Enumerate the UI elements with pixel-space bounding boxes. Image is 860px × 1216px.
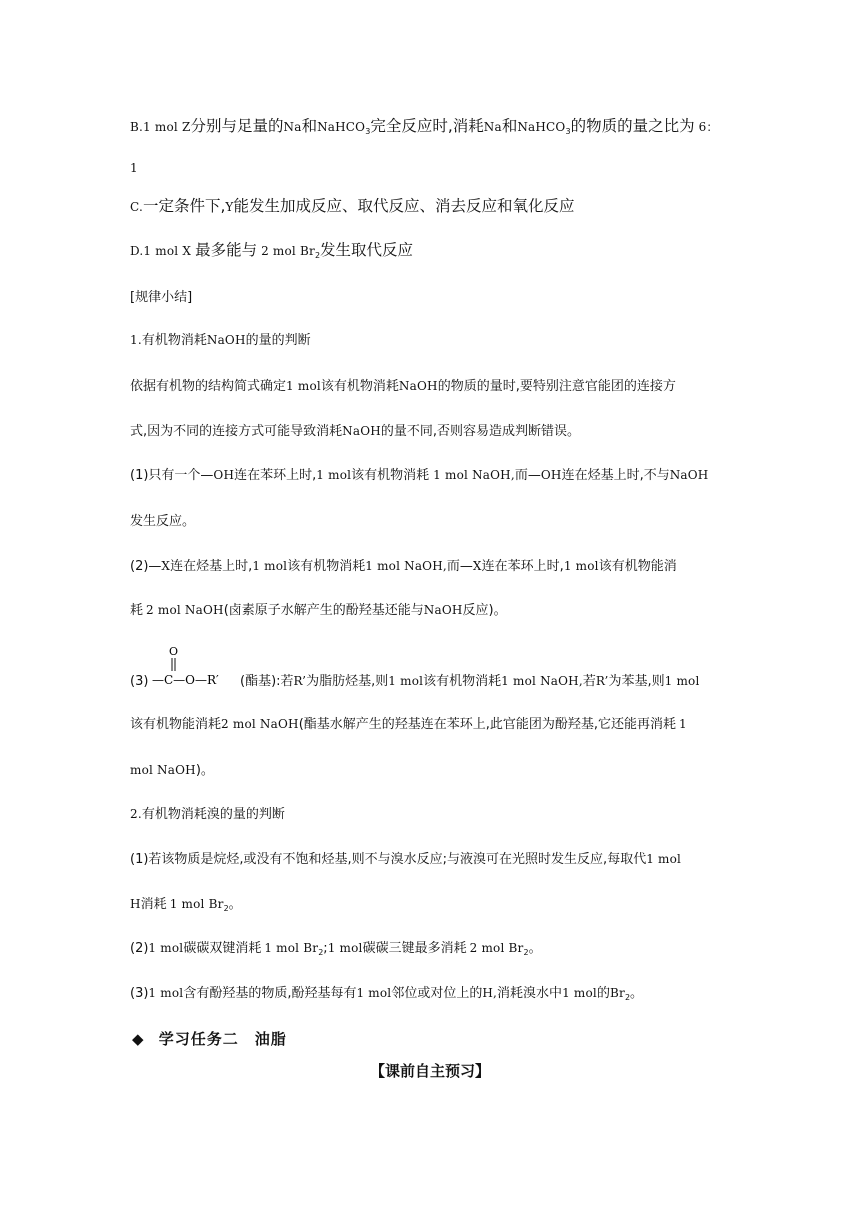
learning-task-heading xyxy=(132,1028,287,1049)
option-c: C.一定条件下,Y能发生加成反应、取代反应、消去反应和氧化反应 xyxy=(130,197,575,215)
section2-item1-line2: H消耗 1 mol $Br_2$。 xyxy=(130,897,242,913)
section1-para-line1: 依据有机物的结构简式确定1 mol该有机物消耗NaOH的物质的量时,要特别注意官能团的连接方 xyxy=(130,379,676,394)
section1-item1-line1: (1)只有一个—OH连在苯环上时,1 mol该有机物消耗 1 mol NaOH,而—OH连在烃基上时,不与NaOH xyxy=(130,468,709,483)
section2-title: 2.有机物消耗溴的量的判断 xyxy=(130,807,285,822)
section1-item3-line2: 该有机物能消耗2 mol NaOH(酯基水解产生的羟基连在苯环上,此官能团为酚羟基,它还能再消耗 1 xyxy=(130,717,687,732)
section1-item1-line2: 发生反应。 xyxy=(130,514,196,529)
carbonyl-oxygen-label: O xyxy=(169,645,179,658)
preview-heading: 【课前自主预习】 xyxy=(369,1062,490,1080)
section1-item3-number: (3) xyxy=(130,674,149,689)
option-d: D.1 mol X 最多能与 2 mol $Br_2$发生取代反应 xyxy=(130,241,414,260)
section1-item2-line1: (2)—X连在烃基上时,1 mol该有机物消耗1 mol NaOH,而—X连在苯环上时,1 mol该有机物能消 xyxy=(130,559,677,574)
learning-task-title: 学习任务二 油脂 xyxy=(158,1030,287,1048)
section1-item3-line3: mol NaOH)。 xyxy=(130,763,214,778)
section1-title: 1.有机物消耗NaOH的量的判断 xyxy=(130,333,311,348)
section2-item1-line1: (1)若该物质是烷烃,或没有不饱和烃基,则不与溴水反应;与液溴可在光照时发生反应,每取代1 mol xyxy=(130,852,682,867)
rule-summary-title: [规律小结] xyxy=(130,290,193,305)
option-b-line1: B.1 mol Z分别与足量的Na和NaHCO$_3$完全反应时,消耗Na和NaHCO$_3$的物质的量之比为 6： xyxy=(130,117,719,136)
ester-structure-diagram xyxy=(148,644,236,688)
diamond-bullet-icon: ◆ xyxy=(132,1030,145,1048)
section2-item2: (2)1 mol碳碳双键消耗 1 mol $Br_2;1$ mol碳碳三键最多消耗 2 mol $Br_2$。 xyxy=(130,941,542,957)
section1-item2-line2: 耗 2 mol NaOH(卤素原子水解产生的酚羟基还能与NaOH反应)。 xyxy=(130,603,507,618)
section1-para-line2: 式,因为不同的连接方式可能导致消耗NaOH的量不同,否则容易造成判断错误。 xyxy=(130,424,581,439)
option-b-line2: 1 xyxy=(130,161,138,175)
ester-chain-label: —C—O—R′ xyxy=(152,673,219,687)
ester-group-formula xyxy=(148,644,236,692)
section2-item3: (3)1 mol含有酚羟基的物质,酚羟基每有1 mol邻位或对位上的H,消耗溴水中1 mol的$Br_2$。 xyxy=(130,986,644,1002)
section1-item3-line1: (酯基):若R’为脂肪烃基,则1 mol该有机物消耗1 mol NaOH,若R’为苯基,则1 mol xyxy=(240,674,700,689)
